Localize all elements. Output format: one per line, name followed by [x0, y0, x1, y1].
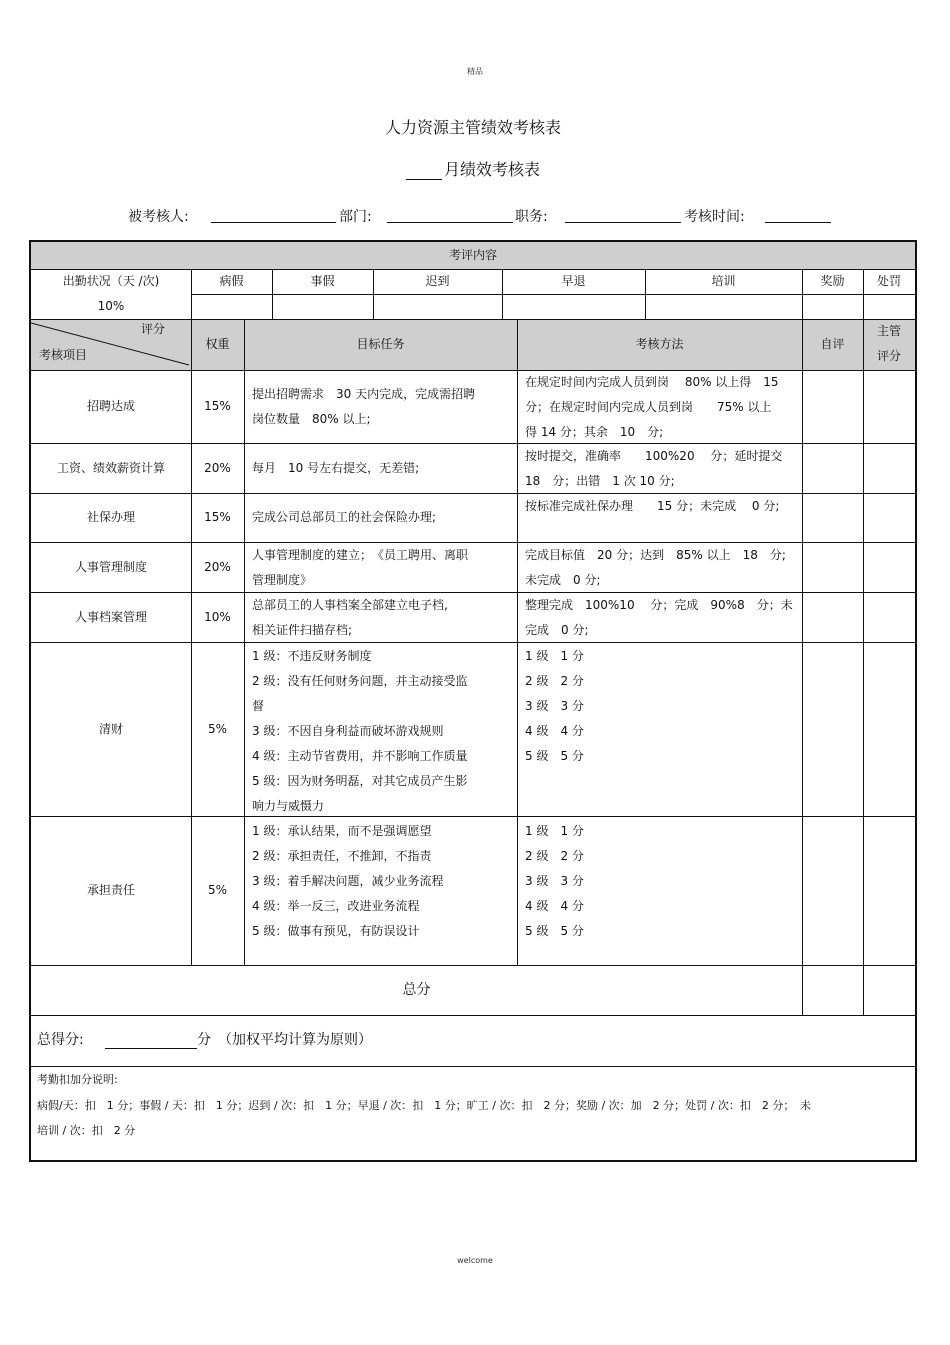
- row-weight: 15%: [204, 399, 231, 413]
- position-label: 职务:: [515, 209, 548, 225]
- row-method: 按标准完成社保办理 15 分；未完成 0 分;: [525, 499, 780, 513]
- score-unit: 分 （加权平均计算为原则）: [197, 1032, 372, 1048]
- attendance-col-training: 培训: [711, 274, 736, 288]
- header-method: 考核方法: [635, 337, 684, 351]
- row-self-eval-input[interactable]: [802, 443, 863, 493]
- row-manager-eval-input[interactable]: [863, 443, 915, 493]
- row-target: 完成公司总部员工的社会保险办理;: [252, 510, 437, 524]
- notes-title: 考勤扣加分说明:: [37, 1073, 118, 1086]
- attendance-col-sick: 病假: [219, 274, 244, 288]
- row-self-eval-input[interactable]: [802, 370, 863, 443]
- row-weight: 15%: [204, 510, 231, 524]
- row-manager-eval-input[interactable]: [863, 642, 915, 816]
- row-method: 1 级 1 分 2 级 2 分 3 级 3 分 4 级 4 分 5 级 5 分: [525, 649, 584, 763]
- row-method: 整理完成 100%10 分；完成 90%8 分；未 完成 0 分;: [525, 598, 793, 637]
- row-self-eval-input[interactable]: [802, 816, 863, 965]
- assessment-table: [29, 240, 917, 1162]
- attendance-col-penalty: 处罚: [876, 274, 901, 288]
- row-self-eval-input[interactable]: [802, 493, 863, 542]
- row-manager-eval-input[interactable]: [863, 542, 915, 592]
- subtitle-text: 月绩效考核表: [443, 160, 540, 179]
- header-mark: 精品: [467, 67, 483, 76]
- row-self-eval-input[interactable]: [802, 592, 863, 642]
- assess-time-label: 考核时间:: [684, 209, 745, 225]
- row-method: 按时提交，准确率 100%20 分；延时提交 18 分；出错 1 次 10 分;: [525, 449, 783, 488]
- row-method: 在规定时间内完成人员到岗 80% 以上得 15 分；在规定时间内完成人员到岗 75% 以上 得 14 分；其余 10 分;: [525, 375, 779, 439]
- row-target: 提出招聘需求 30 天内完成，完成需招聘 岗位数量 80% 以上;: [252, 387, 476, 426]
- attendance-label-line2: 10%: [97, 299, 125, 313]
- month-blank[interactable]: [406, 165, 442, 180]
- row-manager-eval-input[interactable]: [863, 816, 915, 965]
- score-input[interactable]: [105, 1032, 197, 1049]
- attendance-input-training[interactable]: [645, 294, 802, 319]
- header-weight: 权重: [205, 337, 230, 351]
- notes-line1: 病假/天：扣 1 分；事假 / 天：扣 1 分；迟到 / 次：扣 1 分；早退 / 次：扣 1 分；旷工 / 次：扣 2 分；奖励 / 次：加 2 分；处罚 / 次：扣 2 分； 未: [37, 1099, 811, 1112]
- department-field[interactable]: [387, 206, 513, 223]
- row-manager-eval-input[interactable]: [863, 370, 915, 443]
- attendance-input-personal[interactable]: [272, 294, 373, 319]
- diag-header-bottom: 考核项目: [39, 348, 88, 362]
- attendance-col-personal: 事假: [310, 274, 335, 288]
- row-weight: 5%: [207, 883, 228, 897]
- row-item: 人事管理制度: [74, 559, 147, 574]
- position-field[interactable]: [565, 206, 681, 223]
- attendance-input-late[interactable]: [373, 294, 502, 319]
- row-item: 招聘达成: [86, 399, 135, 413]
- department-label: 部门:: [339, 209, 372, 225]
- attendance-input-early[interactable]: [502, 294, 645, 319]
- row-method: 1 级 1 分 2 级 2 分 3 级 3 分 4 级 4 分 5 级 5 分: [525, 824, 584, 938]
- attendance-label: [31, 269, 191, 319]
- score-label: 总得分:: [37, 1032, 84, 1048]
- row-target: 总部员工的人事档案全部建立电子档, 相关证件扫描存档;: [252, 598, 448, 637]
- row-weight: 5%: [207, 721, 228, 736]
- row-manager-eval-input[interactable]: [863, 493, 915, 542]
- row-self-eval-input[interactable]: [802, 542, 863, 592]
- attendance-col-reward: 奖励: [820, 274, 845, 288]
- attendance-col-early: 早退: [561, 274, 586, 288]
- attendance-col-late: 迟到: [425, 274, 450, 288]
- footer-mark: welcome: [457, 1256, 493, 1265]
- row-item: 人事档案管理: [74, 609, 147, 624]
- page-title: 人力资源主管绩效考核表: [384, 118, 561, 137]
- notes-line2: 培训 / 次：扣 2 分: [37, 1124, 136, 1137]
- row-target: 1 级：承认结果，而不是强调愿望 2 级：承担责任，不推卸，不指责 3 级：着手解决问题，减少业务流程 4 级：举一反三，改进业务流程 5 级：做事有预见，有防误设计: [252, 824, 444, 938]
- total-manager-eval-input[interactable]: [863, 965, 915, 1015]
- attendance-input-penalty[interactable]: [863, 294, 915, 319]
- row-weight: 20%: [204, 559, 231, 574]
- row-target: 1 级：不违反财务制度 2 级：没有任何财务问题，并主动接受监 督 3 级：不因自身利益而破坏游戏规则 4 级：主动节省费用，并不影响工作质量 5 级：因为财务明磊，对其它成员产生影 响力与威慑力: [252, 649, 468, 813]
- assessee-label: 被考核人:: [128, 209, 189, 225]
- total-self-eval-input[interactable]: [802, 965, 863, 1015]
- attendance-label-line1: 出勤状况（天 /次): [62, 274, 160, 288]
- attendance-input-reward[interactable]: [802, 294, 863, 319]
- row-method: 完成目标值 20 分；达到 85% 以上 18 分; 未完成 0 分;: [525, 548, 786, 587]
- row-item: 社保办理: [86, 510, 135, 524]
- row-target: 每月 10 号左右提交，无差错;: [252, 461, 420, 475]
- assessee-field[interactable]: [211, 206, 336, 223]
- header-target: 目标任务: [356, 337, 405, 351]
- page-subtitle: [0, 157, 946, 180]
- section-header: 考评内容: [448, 248, 497, 262]
- header-self-eval: 自评: [820, 337, 845, 351]
- row-weight: 20%: [204, 460, 231, 475]
- row-manager-eval-input[interactable]: [863, 592, 915, 642]
- row-item: 承担责任: [86, 883, 135, 897]
- row-item: 清财: [98, 721, 123, 736]
- total-label: 总分: [402, 981, 431, 998]
- row-weight: 10%: [204, 609, 231, 624]
- attendance-input-sick[interactable]: [191, 294, 272, 319]
- row-item: 工资、绩效薪资计算: [56, 460, 165, 475]
- diag-header-top: 评分: [141, 322, 166, 336]
- row-self-eval-input[interactable]: [802, 642, 863, 816]
- row-target: 人事管理制度的建立； 《员工聘用、离职 管理制度》: [252, 548, 469, 587]
- header-manager-eval: 主管 评分: [876, 324, 901, 363]
- assess-time-field[interactable]: [765, 206, 831, 223]
